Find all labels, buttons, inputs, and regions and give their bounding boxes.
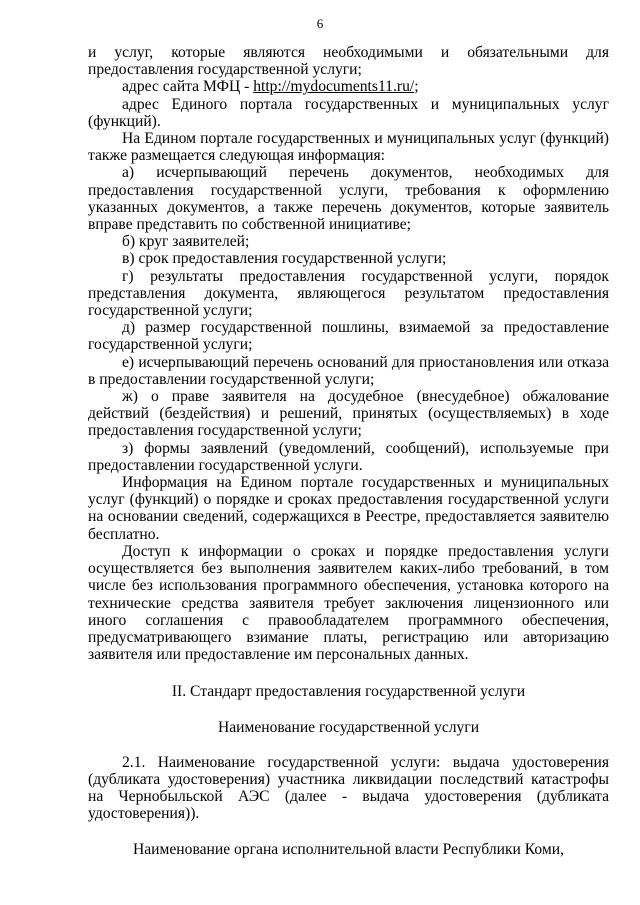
list-item-a: а) исчерпывающий перечень документов, необходимых для предоставления государственной услуги, требования к оформлению указанных документов, а также перечень документов, которые заявитель вправе представить по собственной инициативе;	[88, 164, 609, 234]
list-item-z: з) формы заявлений (уведомлений, сообщений), используемые при предоставлении государственной услуги.	[88, 439, 609, 474]
list-item-e: е) исчерпывающий перечень оснований для приостановления или отказа в предоставлении государственной услуги;	[88, 353, 609, 388]
paragraph-access: Доступ к информации о сроках и порядке предоставления услуги осуществляется без выполнения заявителем каких-либо требований, в том числе без использования программного обеспечения, установка которого на технические средства заявителя требует заключения лицензионного или иного соглашения с правообладателем программного обеспечения, предусматривающего взимание платы, регистрацию или авторизацию заявителя или предоставление им персональных данных.	[88, 542, 609, 664]
next-heading: Наименование органа исполнительной власти Республики Коми,	[132, 840, 564, 858]
paragraph-2-1: 2.1. Наименование государственной услуги: выдача удостоверения (дубликата удостоверения) участника ликвидации последствий катастрофы на Чернобыльской АЭС (далее - выдача удостоверения (дубликата удостоверения)).	[88, 753, 609, 823]
list-item-zh: ж) о праве заявителя на досудебное (внесудебное) обжалование действий (бездействия) и решений, принятых (осуществляемых) в ходе предоставления государственной услуги;	[88, 388, 609, 440]
paragraph-portal-info: На Едином портале государственных и муниципальных услуг (функций) также размещается следующая информация:	[88, 130, 609, 165]
paragraph-free-info: Информация на Едином портале государственных и муниципальных услуг (функций) о порядке и сроках предоставления государственной услуги на основании сведений, содержащихся в Реестре, предоставляется заявителю бесплатно.	[88, 474, 609, 543]
page-number: 6	[316, 16, 324, 31]
mfc-site-suffix: ;	[414, 78, 419, 96]
mfc-site-link[interactable]: http://mydocuments11.ru/	[253, 78, 415, 96]
subsection-title: Наименование государственной услуги	[217, 718, 480, 736]
paragraph-mfc-site	[88, 78, 609, 95]
paragraph-continuation: и услуг, которые являются необходимыми и обязательными для предоставления государственной услуги;	[88, 44, 609, 79]
list-item-v: в) срок предоставления государственной услуги;	[122, 250, 447, 268]
paragraph-portal-address: адрес Единого портала государственных и муниципальных услуг (функций).	[88, 95, 609, 130]
mfc-site-prefix: адрес сайта МФЦ -	[122, 78, 254, 96]
document-body	[88, 44, 609, 858]
list-item-b: б) круг заявителей;	[122, 233, 250, 251]
list-item-g: г) результаты предоставления государственной услуги, порядок представления документа, являющегося результатом предоставления государственной услуги;	[88, 267, 609, 320]
list-item-d: д) размер государственной пошлины, взимаемой за предоставление государственной услуги;	[88, 319, 609, 354]
section-title: II. Стандарт предоставления государственной услуги	[171, 683, 526, 701]
